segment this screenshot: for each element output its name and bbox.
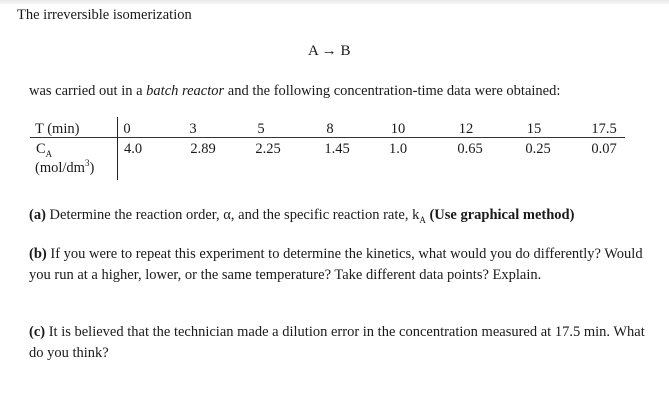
question-part-a <box>29 205 649 230</box>
part-b-label: (b) <box>29 246 47 262</box>
concentration-cell: 2.89 <box>190 141 216 157</box>
row-label-concentration <box>36 141 52 163</box>
question-part-b <box>29 244 649 285</box>
time-cell: 17.5 <box>591 121 617 137</box>
time-cell: 10 <box>390 121 406 137</box>
time-cell: 12 <box>458 121 474 137</box>
reaction-equation: A → B <box>308 43 351 59</box>
concentration-cell: 0.65 <box>457 141 483 157</box>
concentration-cell: 2.25 <box>255 141 281 157</box>
problem-title: The irreversible isomerization <box>17 7 192 23</box>
ka-subscript: A <box>419 214 426 225</box>
intro-sentence <box>29 82 560 100</box>
concentration-cell: 0.07 <box>591 141 617 157</box>
time-cell: 0 <box>123 121 131 137</box>
question-part-c <box>29 322 649 363</box>
time-cell: 3 <box>189 121 197 137</box>
concentration-cell: 0.25 <box>525 141 551 157</box>
time-cell: 5 <box>257 121 265 137</box>
units-sup: 3 <box>84 158 90 169</box>
part-a-label: (a) <box>29 207 46 223</box>
units-post: ) <box>89 160 95 176</box>
part-a-text-pre: Determine the reaction order, <box>45 207 224 223</box>
time-cell: 15 <box>526 121 542 137</box>
intro-after: and the following concentration-time data were obtained: <box>224 83 561 99</box>
row-label-time: T (min) <box>35 121 80 137</box>
part-b-text: If you were to repeat this experiment to determine the kinetics, what would you do differently? Would you run at a higher, lower, or the same temperature? Take different data points? Explain. <box>29 246 643 283</box>
part-a-note: (Use graphical method) <box>425 207 575 223</box>
intro-italic: batch reactor <box>146 83 225 99</box>
part-c-label: (c) <box>29 324 46 340</box>
concentration-cell: 4.0 <box>123 141 143 157</box>
table-vertical-divider <box>117 117 118 180</box>
part-c-text: It is believed that the technician made a dilution error in the concentration measured at 17.5 min. What do you think? <box>29 324 645 361</box>
units-pre: (mol/dm <box>35 160 85 176</box>
concentration-cell: 1.45 <box>324 141 350 157</box>
ca-symbol: C <box>36 141 46 157</box>
concentration-cell: 1.0 <box>388 141 408 157</box>
row-label-units <box>35 160 94 177</box>
part-a-text-mid: , and the specific reaction rate, k <box>230 207 420 223</box>
table-horizontal-divider <box>30 137 625 138</box>
alpha-symbol: α <box>223 207 231 223</box>
ca-subscript: A <box>45 148 53 159</box>
intro-before: was carried out in a <box>29 83 147 99</box>
time-cell: 8 <box>326 121 334 137</box>
top-shadow-bar <box>0 0 669 4</box>
